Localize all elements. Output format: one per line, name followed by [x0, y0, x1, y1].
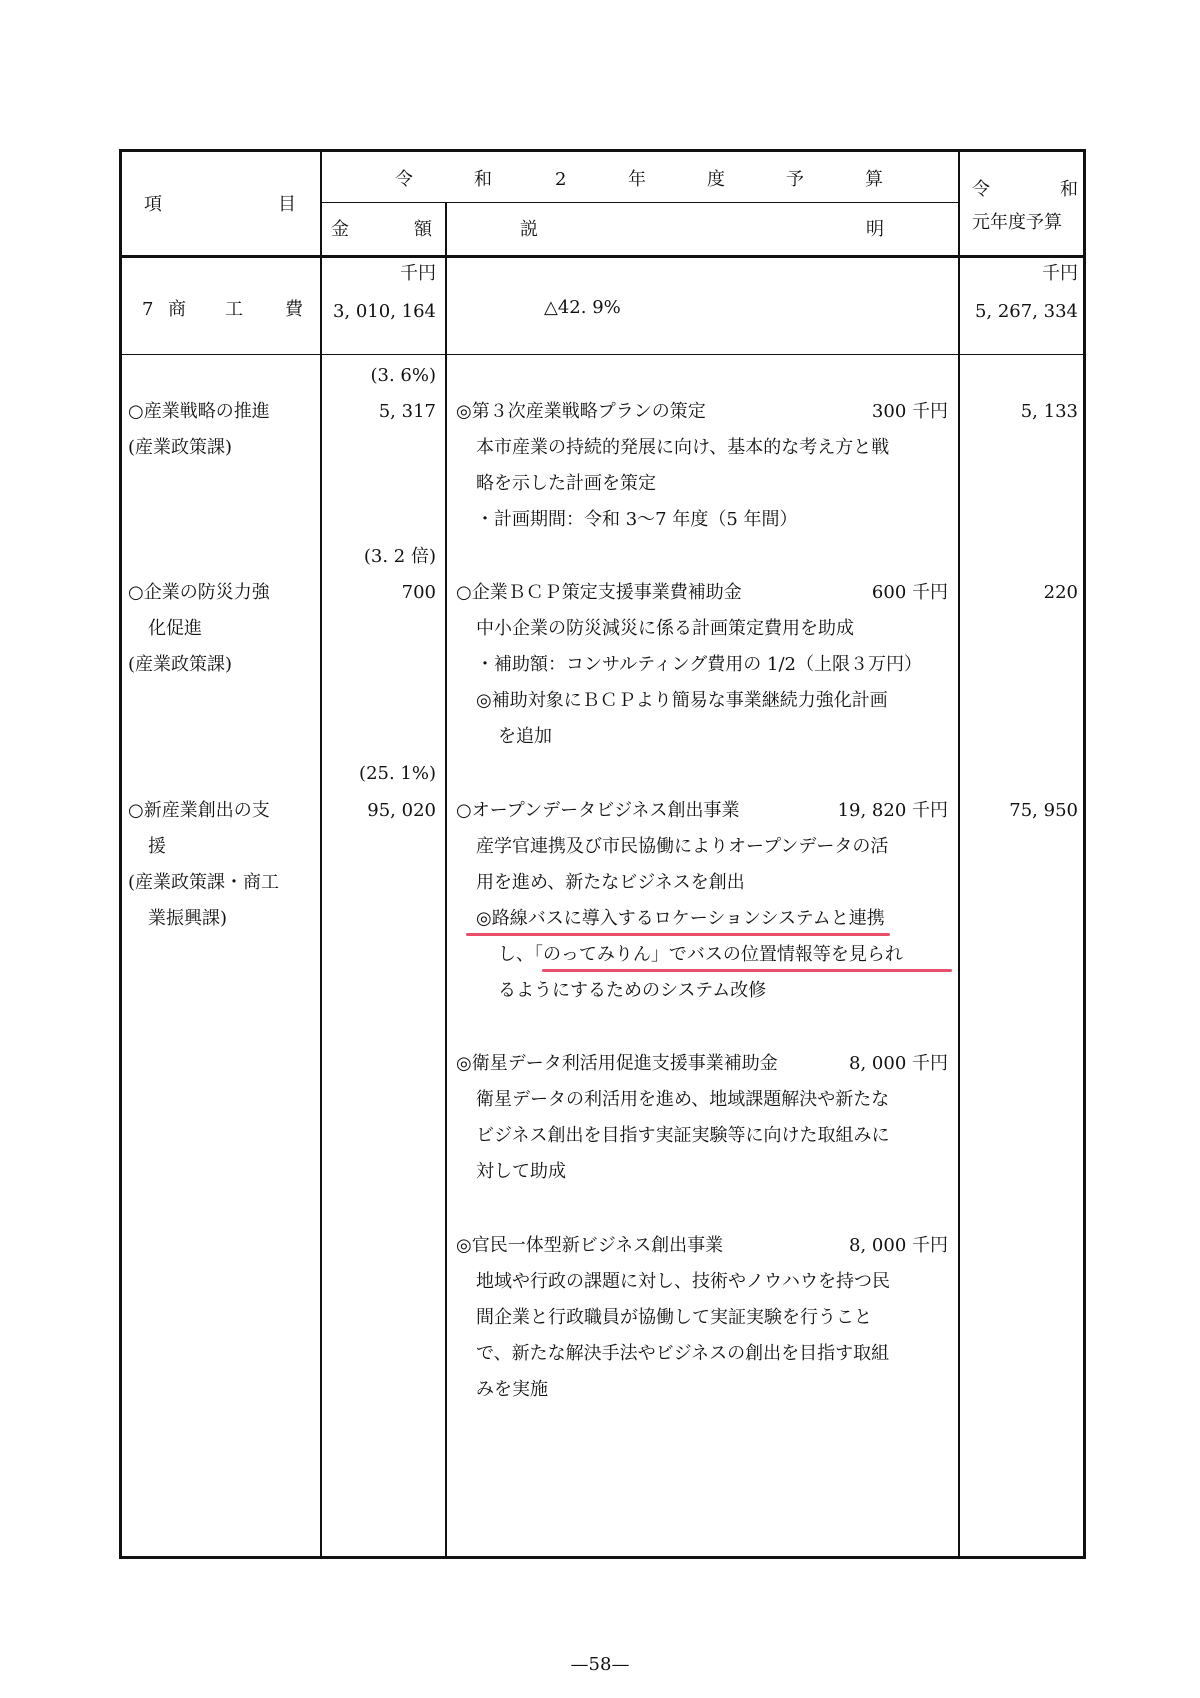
header-desc-right: 明 — [866, 219, 884, 240]
summary-prev-amount: 5, 267, 334 — [974, 301, 1078, 322]
entry-line: 対して助成 — [476, 1161, 566, 1182]
entry-line: ◎補助対象にＢＣＰより簡易な事業継続力強化計画 — [476, 690, 888, 711]
header-prev-label: 元年度予算 — [972, 212, 1062, 233]
row-prev: 5, 133 — [1020, 401, 1078, 422]
row-item-line: (産業政策課) — [128, 654, 233, 675]
row-item-line: 化促進 — [148, 618, 202, 639]
col-divider-desc — [958, 152, 960, 1556]
entry-line: 本市産業の持続的発展に向け、基本的な考え方と戦 — [476, 437, 890, 458]
header-budget-char: 予 — [786, 169, 804, 190]
highlight-underline — [466, 933, 890, 936]
entry-line: ◎路線バスに導入するロケーションシステムと連携 — [476, 908, 885, 929]
summary-bottom-rule — [122, 354, 1083, 355]
row-ratio: (3. 2 倍) — [363, 546, 436, 567]
row-item-line: ○企業の防災力強 — [128, 582, 270, 603]
entry-line: 衛星データの利活用を進め、地域課題解決や新たな — [476, 1089, 890, 1110]
header-item-left: 項 — [144, 194, 162, 215]
header-prev-char: 和 — [1060, 179, 1078, 200]
row-amount: 700 — [401, 582, 436, 603]
row-item-line: 援 — [148, 836, 166, 857]
header-budget-char: 年 — [628, 169, 646, 190]
entry-line: を追加 — [498, 726, 552, 747]
entry-line: るようにするためのシステム改修 — [498, 980, 767, 1001]
entry-title: ◎衛星データ利活用促進支援事業補助金 — [456, 1053, 778, 1074]
col-divider-amount — [445, 202, 447, 1556]
row-item-line: 業振興課) — [148, 908, 228, 929]
header-budget-char: 和 — [474, 169, 492, 190]
header-desc-left: 説 — [520, 219, 538, 240]
entry-title: ○企業ＢＣＰ策定支援事業費補助金 — [456, 582, 742, 603]
row-item-line: (産業政策課・商工 — [128, 872, 280, 893]
row-ratio: (25. 1%) — [359, 763, 436, 784]
entry-title: ◎官民一体型新ビジネス創出事業 — [456, 1235, 724, 1256]
summary-unit: 千円 — [400, 263, 436, 284]
row-prev: 220 — [1043, 582, 1078, 603]
summary-label-num: 7 — [142, 299, 154, 320]
entry-line: で、新たな解決手法やビジネスの創出を目指す取組 — [476, 1343, 890, 1364]
row-item-line: (産業政策課) — [128, 437, 233, 458]
row-prev: 75, 950 — [1009, 800, 1078, 821]
row-amount: 95, 020 — [367, 800, 436, 821]
entry-line: ・補助額：コンサルティング費用の 1/2（上限３万円） — [476, 654, 922, 675]
header-prev-char: 令 — [972, 179, 990, 200]
entry-cost: 300 千円 — [871, 401, 948, 422]
entry-line: ・計画期間：令和 3〜7 年度（5 年間） — [476, 509, 798, 530]
entry-line: 地域や行政の課題に対し、技術やノウハウを持つ民 — [476, 1271, 890, 1292]
entry-line: 間企業と行政職員が協働して実証実験を行うこと — [476, 1307, 872, 1328]
entry-line: 産学官連携及び市民協働によりオープンデータの活 — [476, 836, 889, 857]
summary-label-char: 商 — [168, 299, 186, 320]
summary-change: △42. 9% — [544, 297, 621, 318]
entry-cost: 19, 820 千円 — [837, 800, 948, 821]
header-bottom-rule — [122, 255, 1083, 258]
col-divider-item — [320, 152, 322, 1556]
entry-line: し、「のってみりん」でバスの位置情報等を見られ — [498, 944, 903, 965]
entry-title: ○オープンデータビジネス創出事業 — [456, 800, 740, 821]
entry-line: ビジネス創出を目指す実証実験等に向けた取組みに — [476, 1125, 890, 1146]
header-amount-left: 金 — [331, 219, 349, 240]
entry-line: みを実施 — [476, 1379, 548, 1400]
header-budget-char: 令 — [395, 169, 413, 190]
header-budget-char: 算 — [865, 169, 883, 190]
summary-amount: 3, 010, 164 — [332, 301, 436, 322]
summary-prev-unit: 千円 — [1042, 263, 1078, 284]
entry-cost: 8, 000 千円 — [849, 1235, 948, 1256]
summary-label-char: 費 — [285, 299, 303, 320]
highlight-underline — [542, 969, 952, 972]
page-number: —58— — [570, 1654, 630, 1675]
header-budget-char: 度 — [707, 169, 725, 190]
entry-cost: 600 千円 — [871, 582, 948, 603]
row-item-line: ○産業戦略の推進 — [128, 401, 270, 422]
entry-line: 略を示した計画を策定 — [476, 473, 656, 494]
row-item-line: ○新産業創出の支 — [128, 800, 270, 821]
row-amount: 5, 317 — [378, 401, 436, 422]
header-amount-right: 額 — [414, 219, 432, 240]
entry-cost: 8, 000 千円 — [849, 1053, 948, 1074]
summary-label-char: 工 — [225, 299, 243, 320]
entry-line: 中小企業の防災減災に係る計画策定費用を助成 — [476, 618, 854, 639]
row-ratio: (3. 6%) — [370, 365, 436, 386]
header-item-right: 目 — [278, 194, 296, 215]
entry-line: 用を進め、新たなビジネスを創出 — [476, 872, 745, 893]
header-subdivider — [321, 202, 958, 203]
entry-title: ◎第３次産業戦略プランの策定 — [456, 401, 706, 422]
header-budget-char: 2 — [555, 169, 567, 190]
